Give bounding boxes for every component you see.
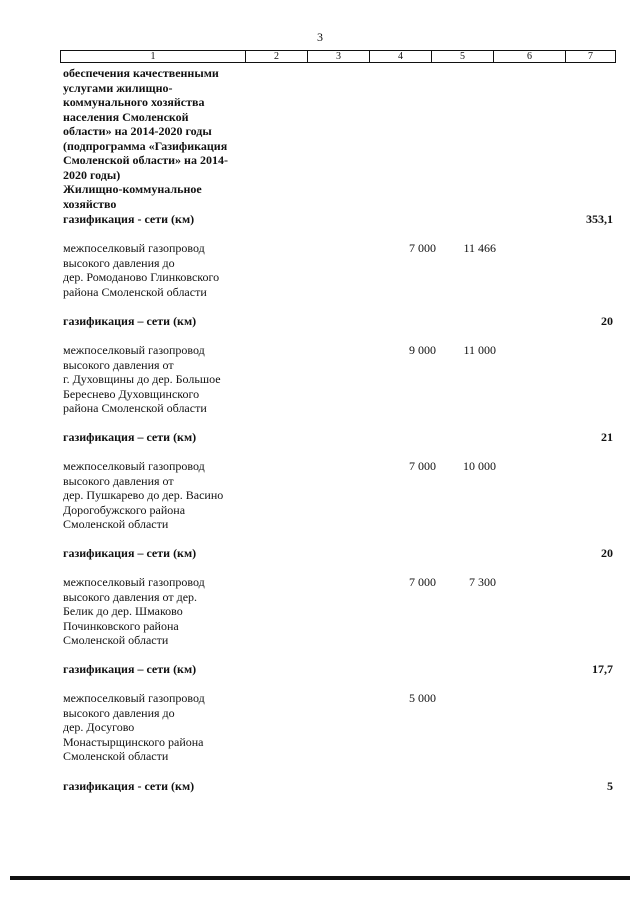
header-col-7: 7 — [588, 51, 593, 62]
item-col4: 7 000 — [409, 241, 436, 255]
item-line: района Смоленской области — [63, 284, 207, 299]
header-col-6: 6 — [494, 51, 566, 62]
item-line: высокого давления от — [63, 357, 174, 372]
intro-line: Смоленской области» на 2014- — [63, 153, 228, 167]
item-col5: 10 000 — [463, 459, 496, 473]
header-col-3: 3 — [308, 51, 370, 62]
item-col5: 11 466 — [463, 241, 496, 255]
section-label: газификация - сети (км) — [63, 212, 195, 226]
item-line: района Смоленской области — [63, 401, 207, 415]
item-col5: 11 000 — [463, 343, 496, 357]
section-label: газификация – сети (км) — [63, 546, 197, 560]
item-line: Белик до дер. Шмаково — [63, 604, 183, 618]
item-line: Починковского района — [63, 618, 179, 633]
item-line: дер. Досугово — [63, 720, 135, 734]
item-col5: 7 300 — [469, 575, 496, 589]
item-line: высокого давления до — [63, 255, 175, 270]
item-name — [63, 459, 273, 532]
item-col4: 9 000 — [409, 343, 436, 357]
item-line: межпоселковый газопровод — [63, 459, 205, 473]
item-line: Смоленской области — [63, 517, 169, 531]
item-col4: 7 000 — [409, 575, 436, 589]
header-col-1: 1 — [61, 51, 246, 62]
section-value: 20 — [601, 314, 613, 328]
item-line: Дорогобужского района — [63, 502, 186, 517]
item-line: дер. Пушкарево до дер. Васино — [63, 488, 224, 502]
section-value: 5 — [607, 779, 613, 793]
intro-line: 2020 годы) — [63, 167, 121, 182]
item-col4: 5 000 — [409, 691, 436, 705]
item-line: межпоселковый газопровод — [63, 575, 205, 589]
item-name — [63, 343, 273, 416]
section-value: 353,1 — [586, 212, 613, 226]
item-line: г. Духовщины до дер. Большое — [63, 372, 221, 386]
intro-line: услугами жилищно- — [63, 80, 173, 95]
intro-line: Жилищно-коммунальное — [63, 182, 202, 196]
intro-line: обеспечения качественными — [63, 66, 219, 80]
intro-line: области» на 2014-2020 годы — [63, 124, 212, 138]
item-line: межпоселковый газопровод — [63, 343, 205, 357]
item-name — [63, 691, 273, 764]
section-label: газификация - сети (км) — [63, 779, 195, 793]
header-col-4: 4 — [370, 51, 432, 62]
item-line: межпоселковый газопровод — [63, 691, 205, 705]
section-value: 17,7 — [592, 662, 613, 676]
item-line: высокого давления от дер. — [63, 589, 198, 604]
section-value: 20 — [601, 546, 613, 560]
intro-line: населения Смоленской — [63, 109, 189, 124]
intro-line: хозяйство — [63, 196, 117, 211]
item-line: Монастырщинского района — [63, 734, 204, 749]
item-name — [63, 241, 273, 299]
item-line: Смоленской области — [63, 749, 169, 763]
intro-line: (подпрограмма «Газификация — [63, 138, 228, 153]
table-header — [60, 50, 616, 63]
item-col4: 7 000 — [409, 459, 436, 473]
item-line: дер. Ромоданово Глинковского — [63, 270, 220, 284]
header-col-5: 5 — [432, 51, 494, 62]
item-name — [63, 575, 273, 648]
program-title — [63, 66, 263, 211]
item-line: высокого давления от — [63, 473, 174, 488]
intro-line: коммунального хозяйства — [63, 95, 205, 109]
item-line: Береснево Духовщинского — [63, 386, 200, 401]
item-line: межпоселковый газопровод — [63, 241, 205, 255]
header-col-2: 2 — [246, 51, 308, 62]
section-value: 21 — [601, 430, 613, 444]
item-line: Смоленской области — [63, 633, 169, 647]
item-line: высокого давления до — [63, 705, 175, 720]
section-label: газификация – сети (км) — [63, 314, 197, 328]
section-label: газификация – сети (км) — [63, 662, 197, 676]
bottom-rule — [10, 876, 630, 880]
section-label: газификация – сети (км) — [63, 430, 197, 444]
page-number: 3 — [317, 30, 323, 44]
